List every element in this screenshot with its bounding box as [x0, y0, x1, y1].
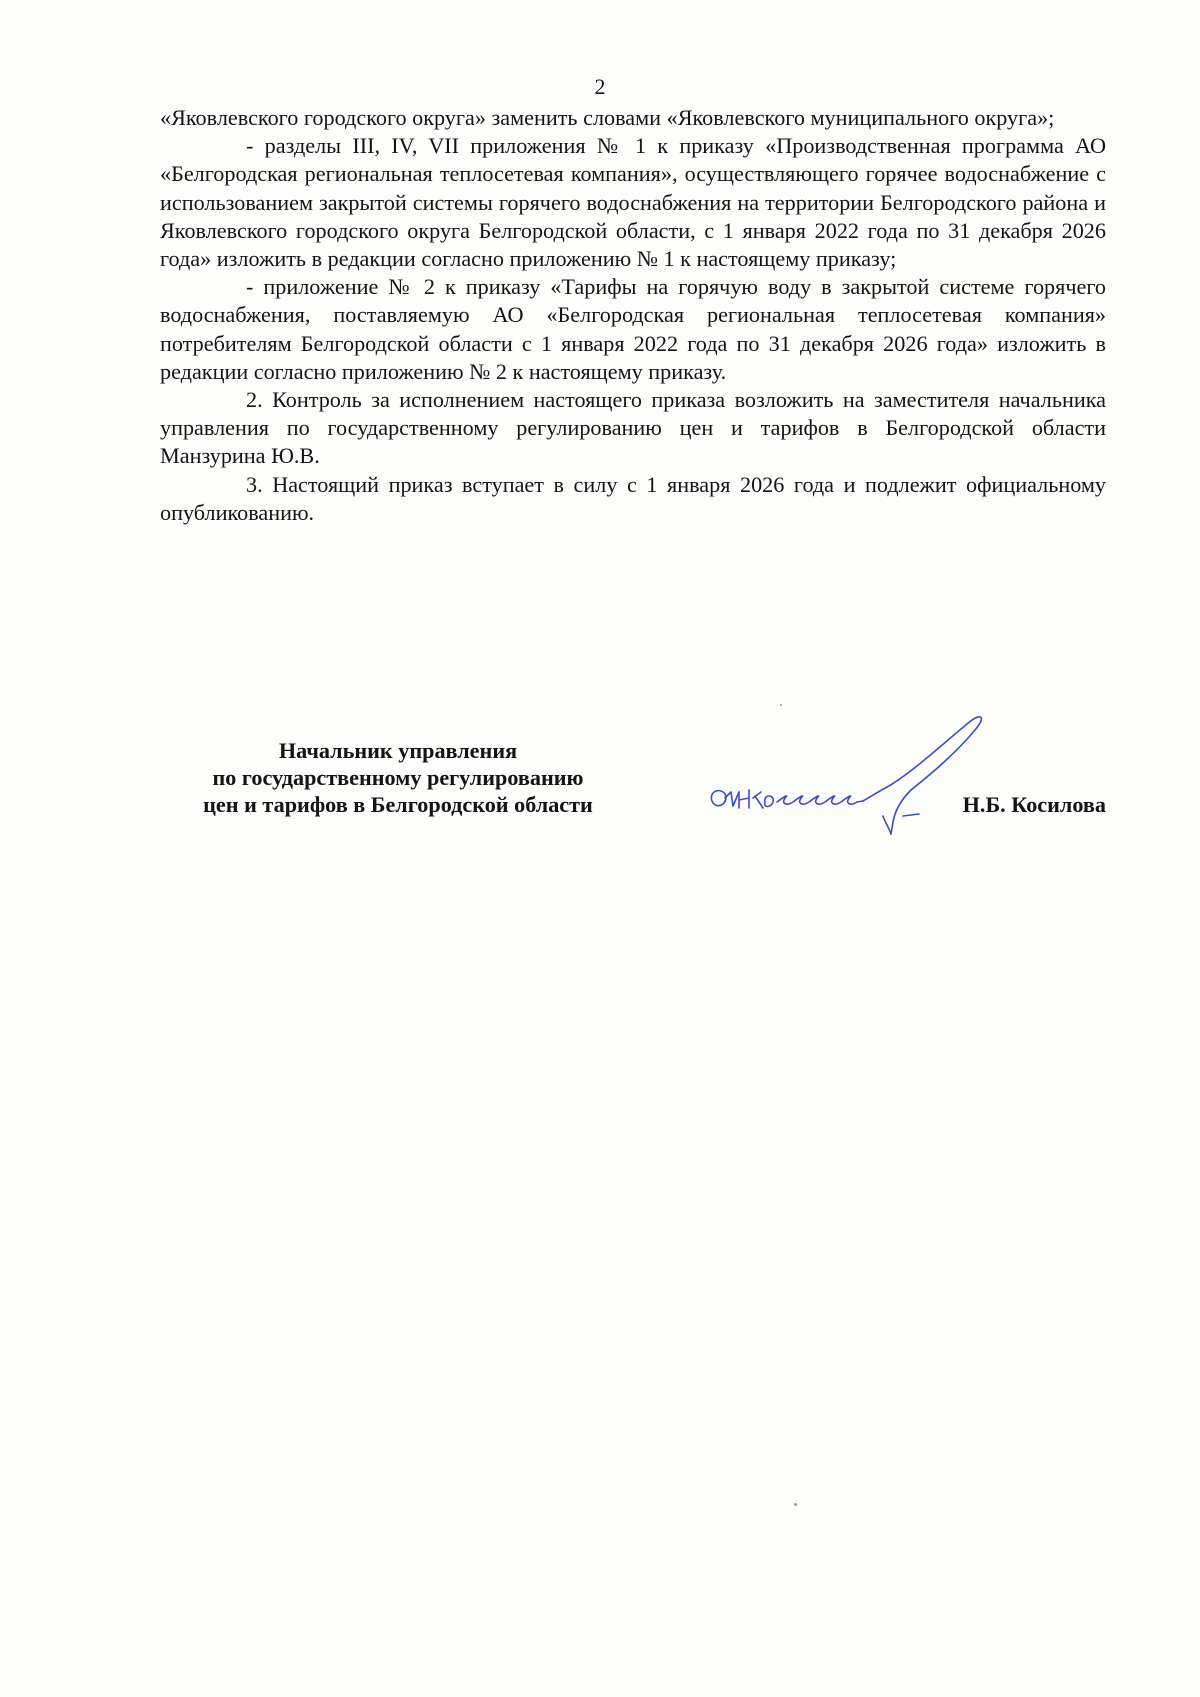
paragraph-effective-date: 3. Настоящий приказ вступает в силу с 1 января 2026 года и подлежит официальному опубликованию.	[160, 471, 1106, 525]
document-body	[160, 104, 1106, 527]
signer-name: Н.Б. Косилова	[962, 792, 1106, 817]
signatory-title-line: цен и тарифов в Белгородской области	[203, 792, 593, 817]
signatory-title	[160, 737, 636, 818]
paragraph-control-clause: 2. Контроль за исполнением настоящего приказа возложить на заместителя начальника управления по государственному регулированию цен и тарифов в Белгородской области Манзурина Ю.В.	[160, 387, 1106, 469]
paragraph-appendix-2-tariffs: - приложение № 2 к приказу «Тарифы на горячую воду в закрытой системе горячего водоснабжения, поставляемую АО «Белгородская региональная теплосетевая компания» потребителям Белгородской области с 1 января 2022 года по 31 декабря 2026 года» изложить в редакции согласно приложению № 2 к настоящему приказу.	[160, 274, 1106, 384]
scan-speck	[794, 1503, 797, 1506]
signatory-title-line: по государственному регулированию	[212, 765, 584, 790]
page-number: 2	[594, 74, 606, 99]
handwritten-signature	[705, 698, 1025, 848]
paragraph-appendix-1-sections: - разделы III, IV, VII приложения № 1 к приказу «Производственная программа АО «Белгородская региональная теплосетевая компания», осуществляющего горячее водоснабжение с использованием закрытой системы горячего водоснабжения на территории Белгородского района и Яковлевского городского округа Белгородской области, с 1 января 2022 года по 31 декабря 2026 года» изложить в редакции согласно приложению № 1 к настоящему приказу;	[160, 133, 1106, 272]
paragraph-continuation: «Яковлевского городского округа» заменить словами «Яковлевского муниципального округа»;	[160, 105, 1055, 130]
scan-speck	[780, 704, 782, 706]
signatory-title-line: Начальник управления	[278, 738, 518, 763]
